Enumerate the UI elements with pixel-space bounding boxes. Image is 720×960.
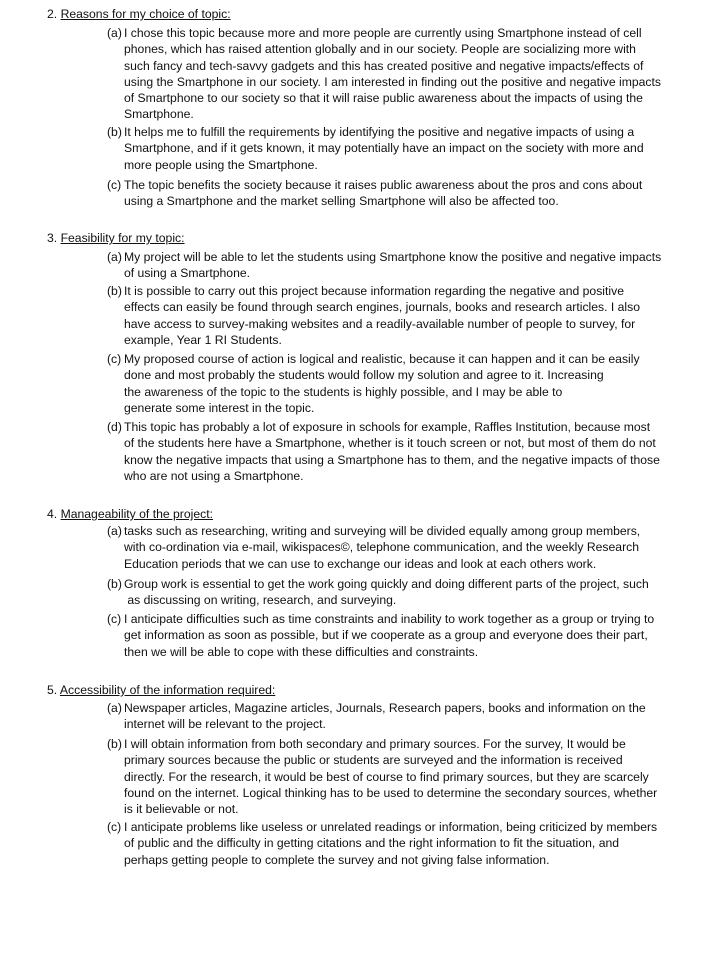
- item-label: (b): [107, 125, 122, 139]
- item-label: (c): [107, 178, 122, 192]
- text-line: phones, which has raised attention globally and in our society. People are socializing more with: [124, 42, 636, 57]
- section-title: Feasibility for my topic:: [60, 231, 185, 245]
- section-title: Accessibility of the information required:: [59, 683, 276, 697]
- item-text: [124, 177, 712, 210]
- text-line: using the Smartphone in our society. I am interested in finding out the positive and negative impacts: [124, 74, 662, 89]
- list-item: [107, 351, 712, 416]
- text-line: get information as soon as possible, but if we cooperate as a group and everyone does their part,: [124, 628, 648, 643]
- item-text: [124, 700, 712, 733]
- item-text: [124, 736, 712, 817]
- item-text: [124, 576, 712, 609]
- list-item: [107, 25, 712, 123]
- text-line: Newspaper articles, Magazine articles, Journals, Research papers, books and information on the: [124, 701, 646, 715]
- section-number: 4.: [47, 507, 58, 521]
- text-line: This topic has probably a lot of exposure in schools for example, Raffles Institution, because most: [124, 420, 651, 434]
- list-item: [107, 819, 712, 868]
- item-text: [124, 523, 712, 572]
- text-line: internet will be relevant to the project.: [124, 717, 326, 732]
- list-item: [107, 736, 712, 817]
- text-line: know the negative impacts that using a Smartphone has to them, and the negative impacts of those: [124, 452, 660, 467]
- text-line: with co-ordination via e-mail, wikispaces©, telephone communication, and the weekly Research: [124, 540, 640, 555]
- item-label: (a): [107, 250, 122, 264]
- text-line: who are not using a Smartphone.: [124, 468, 304, 483]
- text-line: tasks such as researching, writing and surveying will be divided equally among group members,: [124, 524, 641, 538]
- text-line: then we will be able to cope with these difficulties and constraints.: [124, 644, 479, 659]
- text-line: I chose this topic because more and more people are currently using Smartphone instead of cell: [124, 26, 642, 40]
- section-heading: [47, 6, 231, 22]
- text-line: Smartphone, and if it gets known, it may potentially have an impact on the society with more and: [124, 141, 644, 156]
- text-line: primary sources because the public or students are surveyed and the information is received: [124, 753, 623, 768]
- item-label: (a): [107, 701, 122, 715]
- list-item: [107, 523, 712, 572]
- text-line: done and most probably the students would follow my solution and agree to it. Increasing: [124, 368, 604, 383]
- text-line: of using a Smartphone.: [124, 266, 251, 281]
- text-line: more people using the Smartphone.: [124, 157, 318, 172]
- section-number: 3.: [47, 231, 58, 245]
- item-text: [124, 611, 712, 660]
- section-number: 5.: [47, 683, 58, 697]
- text-line: the awareness of the topic to the students is highly possible, and I may be able to: [124, 384, 563, 399]
- text-line: Education periods that we can use to exchange our ideas and look at each others work.: [124, 556, 597, 571]
- list-item: [107, 700, 712, 733]
- list-item: [107, 576, 712, 609]
- text-line: effects can easily be found through search engines, journals, books and research articles. I also: [124, 300, 641, 315]
- item-label: (b): [107, 577, 122, 591]
- text-line: My project will be able to let the students using Smartphone know the positive and negative impacts: [124, 250, 662, 264]
- item-label: (c): [107, 352, 122, 366]
- text-line: Group work is essential to get the work going quickly and doing different parts of the project, such: [124, 577, 649, 591]
- list-item: [107, 124, 712, 173]
- item-label: (a): [107, 26, 122, 40]
- section-number: 2.: [47, 7, 58, 21]
- text-line: It is possible to carry out this project because information regarding the negative and positive: [124, 284, 624, 298]
- item-text: [124, 283, 712, 348]
- text-line: It helps me to fulfill the requirements by identifying the positive and negative impacts of using a: [124, 125, 635, 139]
- list-item: [107, 249, 712, 282]
- list-item: [107, 611, 712, 660]
- section-title: Manageability of the project:: [60, 507, 213, 521]
- list-item: [107, 177, 712, 210]
- text-line: of the students here have a Smartphone, whether is it touch screen or not, but most of them do not: [124, 436, 656, 451]
- text-line: The topic benefits the society because it raises public awareness about the pros and cons about: [124, 178, 643, 192]
- item-label: (a): [107, 524, 122, 538]
- text-line: using a Smartphone and the market selling Smartphone will also be affected too.: [124, 194, 559, 209]
- section-heading: [47, 506, 213, 522]
- list-item: [107, 419, 712, 484]
- text-line: is it believable or not.: [124, 802, 239, 817]
- text-line: I will obtain information from both secondary and primary sources. For the survey, It would be: [124, 737, 626, 751]
- text-line: I anticipate problems like useless or unrelated readings or information, being criticized by members: [124, 820, 658, 834]
- text-line: of public and the difficulty in getting citations and the right information to fit the situation, and: [124, 836, 620, 851]
- text-line: generate some interest in the topic.: [124, 400, 315, 415]
- text-line: Smartphone.: [124, 107, 194, 122]
- text-line: My proposed course of action is logical and realistic, because it can happen and it can be easily: [124, 352, 640, 366]
- text-line: of Smartphone to our society so that it will raise public awareness about the impacts of using the: [124, 91, 643, 106]
- item-label: (b): [107, 737, 122, 751]
- section-heading: [47, 230, 185, 246]
- section-title: Reasons for my choice of topic:: [60, 7, 231, 21]
- text-line: as discussing on writing, research, and surveying.: [124, 593, 397, 608]
- item-label: (b): [107, 284, 122, 298]
- text-line: directly. For the research, it would be best of course to find primary sources, but they are scarcely: [124, 769, 649, 784]
- list-item: [107, 283, 712, 348]
- item-text: [124, 249, 712, 282]
- item-text: [124, 25, 712, 123]
- item-text: [124, 819, 712, 868]
- item-text: [124, 124, 712, 173]
- text-line: found on the internet. Logical thinking has to be used to determine the secondary sources, whether: [124, 785, 658, 800]
- text-line: example, Year 1 RI Students.: [124, 332, 282, 347]
- text-line: I anticipate difficulties such as time constraints and inability to work together as a group or trying to: [124, 612, 655, 626]
- section-heading: [47, 682, 275, 698]
- item-label: (c): [107, 612, 122, 626]
- text-line: have access to survey-making websites and a readily-available number of people to survey, for: [124, 316, 636, 331]
- item-label: (c): [107, 820, 122, 834]
- text-line: perhaps getting people to complete the survey and not giving false information.: [124, 852, 550, 867]
- text-line: such fancy and tech-savvy gadgets and this has created positive and negative impacts/effects of: [124, 58, 644, 73]
- item-text: [124, 419, 712, 484]
- item-label: (d): [107, 420, 122, 434]
- item-text: [124, 351, 712, 416]
